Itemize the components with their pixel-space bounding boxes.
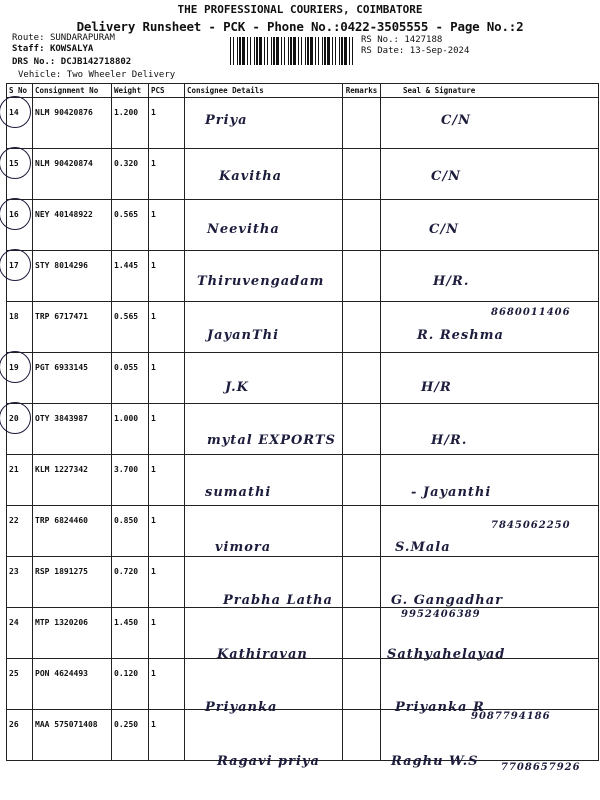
cell-weight: 1.445 bbox=[112, 251, 149, 302]
signature-handwriting: C/N bbox=[431, 169, 461, 184]
consignee-handwriting: Kathiravan bbox=[217, 647, 308, 662]
sno-text: 20 bbox=[9, 414, 19, 423]
cell-sno bbox=[7, 353, 33, 404]
col-weight-header: Weight bbox=[112, 84, 149, 98]
cell-pcs: 1 bbox=[149, 353, 185, 404]
cell-pcs: 1 bbox=[149, 506, 185, 557]
signature-phone-note: 9952406389 bbox=[401, 609, 481, 620]
barcode bbox=[230, 37, 354, 65]
cell-sno bbox=[7, 557, 33, 608]
cell-weight: 1.200 bbox=[112, 98, 149, 149]
table-row bbox=[7, 710, 599, 761]
signature-handwriting: H/R bbox=[421, 380, 452, 395]
table-row bbox=[7, 557, 599, 608]
sno-text: 25 bbox=[9, 669, 19, 678]
cell-remarks bbox=[343, 302, 381, 353]
sno-circle-mark bbox=[0, 402, 31, 434]
sno-text: 21 bbox=[9, 465, 19, 474]
cell-consignment-no: KLM 1227342 bbox=[33, 455, 112, 506]
cell-consignment-no: NEY 40148922 bbox=[33, 200, 112, 251]
drs-value: DCJB142718802 bbox=[60, 57, 132, 67]
cell-signature bbox=[381, 608, 599, 662]
cell-weight: 0.565 bbox=[112, 200, 149, 251]
sno-text: 23 bbox=[9, 567, 19, 576]
route-line bbox=[12, 33, 115, 43]
sno-circle-mark bbox=[0, 96, 31, 128]
cell-sno bbox=[7, 710, 33, 761]
cell-pcs: 1 bbox=[149, 302, 185, 353]
cell-weight: 1.450 bbox=[112, 608, 149, 659]
consignee-handwriting: vimora bbox=[215, 540, 272, 555]
cell-signature bbox=[381, 557, 599, 620]
table-row bbox=[7, 659, 599, 710]
cell-consignee bbox=[185, 506, 343, 557]
cell-signature bbox=[381, 455, 599, 506]
cell-pcs: 1 bbox=[149, 404, 185, 455]
cell-signature bbox=[381, 659, 599, 722]
rs-no-value: 1427188 bbox=[404, 35, 443, 45]
cell-signature bbox=[381, 251, 599, 302]
signature-handwriting: C/N bbox=[441, 113, 471, 128]
cell-remarks bbox=[343, 506, 381, 557]
consignee-handwriting: sumathi bbox=[205, 485, 272, 500]
staff-label: Staff: bbox=[12, 44, 45, 54]
table-row bbox=[7, 608, 599, 659]
signature-handwriting: G. Gangadhar bbox=[391, 593, 503, 608]
signature-handwriting: S.Mala bbox=[395, 540, 451, 555]
rs-no-label: RS No.: bbox=[361, 35, 399, 45]
cell-weight: 1.000 bbox=[112, 404, 149, 455]
signature-handwriting: R. Reshma bbox=[417, 328, 504, 343]
cell-consignee bbox=[185, 353, 343, 404]
cell-signature bbox=[381, 710, 599, 773]
sno-text: 16 bbox=[9, 210, 19, 219]
cell-remarks bbox=[343, 455, 381, 506]
table-row bbox=[7, 404, 599, 455]
table-row bbox=[7, 200, 599, 251]
sno-text: 14 bbox=[9, 108, 19, 117]
cell-signature bbox=[381, 302, 599, 353]
cell-consignee bbox=[185, 302, 343, 353]
cell-pcs: 1 bbox=[149, 557, 185, 608]
col-sno-header: S No bbox=[7, 84, 33, 98]
cell-sno bbox=[7, 251, 33, 302]
cell-pcs: 1 bbox=[149, 149, 185, 200]
cell-remarks bbox=[343, 200, 381, 251]
cell-remarks bbox=[343, 404, 381, 455]
signature-handwriting: H/R. bbox=[431, 433, 468, 448]
vehicle-value: Two Wheeler Delivery bbox=[66, 70, 176, 80]
col-remarks-header: Remarks bbox=[343, 84, 381, 98]
cell-consignment-no: TRP 6824460 bbox=[33, 506, 112, 557]
table-row bbox=[7, 506, 599, 557]
staff-value: KOWSALYA bbox=[49, 44, 94, 54]
cell-signature bbox=[381, 506, 599, 557]
cell-sno bbox=[7, 200, 33, 251]
cell-consignee bbox=[185, 455, 343, 506]
cell-consignment-no: MAA 575071408 bbox=[33, 710, 112, 761]
signature-phone-note: 7708657926 bbox=[501, 762, 581, 773]
cell-consignment-no: TRP 6717471 bbox=[33, 302, 112, 353]
sno-text: 18 bbox=[9, 312, 19, 321]
cell-weight: 0.055 bbox=[112, 353, 149, 404]
cell-signature bbox=[381, 353, 599, 404]
table-row bbox=[7, 251, 599, 302]
cell-sno bbox=[7, 149, 33, 200]
consignee-handwriting: Priya bbox=[205, 113, 248, 128]
vehicle-label: Vehicle: bbox=[18, 70, 62, 80]
cell-weight: 0.850 bbox=[112, 506, 149, 557]
cell-weight: 0.320 bbox=[112, 149, 149, 200]
cell-signature bbox=[381, 149, 599, 200]
runsheet-table bbox=[6, 83, 599, 773]
cell-remarks bbox=[343, 659, 381, 710]
cell-remarks bbox=[343, 710, 381, 761]
drs-label: DRS No.: bbox=[12, 57, 56, 67]
cell-signature bbox=[381, 200, 599, 251]
cell-consignment-no: MTP 1320206 bbox=[33, 608, 112, 659]
table-row bbox=[7, 455, 599, 506]
cell-weight: 0.720 bbox=[112, 557, 149, 608]
cell-consignee bbox=[185, 149, 343, 200]
cell-remarks bbox=[343, 608, 381, 659]
signature-handwriting: Sathyahelayad bbox=[387, 647, 506, 662]
cell-remarks bbox=[343, 353, 381, 404]
cell-consignment-no: RSP 1891275 bbox=[33, 557, 112, 608]
cell-remarks bbox=[343, 251, 381, 302]
signature-handwriting: - Jayanthi bbox=[411, 485, 492, 500]
signature-handwriting: C/N bbox=[429, 222, 459, 237]
rs-date-label: RS Date: bbox=[361, 46, 405, 56]
sno-text: 15 bbox=[9, 159, 19, 168]
cell-consignee bbox=[185, 404, 343, 455]
cell-remarks bbox=[343, 557, 381, 608]
consignee-handwriting: Thiruvengadam bbox=[197, 274, 325, 289]
cell-consignment-no: NLM 90420874 bbox=[33, 149, 112, 200]
signature-handwriting: H/R. bbox=[433, 274, 470, 289]
cell-consignee bbox=[185, 200, 343, 251]
signature-phone-note: 9087794186 bbox=[471, 711, 551, 722]
cell-pcs: 1 bbox=[149, 251, 185, 302]
runsheet-title: Delivery Runsheet - PCK - Phone No.:0422-3505555 - Page No.:2 bbox=[76, 19, 524, 34]
rs-date-line bbox=[361, 46, 469, 56]
cell-pcs: 1 bbox=[149, 710, 185, 761]
cell-remarks bbox=[343, 149, 381, 200]
drs-line bbox=[12, 57, 131, 67]
consignee-handwriting: J.K bbox=[225, 380, 249, 395]
sno-text: 19 bbox=[9, 363, 19, 372]
signature-handwriting: Priyanka R bbox=[395, 700, 485, 715]
table-header-row bbox=[7, 84, 599, 98]
cell-consignee bbox=[185, 710, 343, 769]
consignee-handwriting: JayanThi bbox=[207, 328, 280, 343]
col-consignment-header: Consignment No bbox=[33, 84, 112, 98]
cell-pcs: 1 bbox=[149, 455, 185, 506]
sno-circle-mark bbox=[0, 147, 31, 179]
sno-circle-mark bbox=[0, 351, 31, 383]
cell-remarks bbox=[343, 98, 381, 149]
cell-signature bbox=[381, 404, 599, 455]
sno-text: 22 bbox=[9, 516, 19, 525]
consignee-handwriting: Ragavi priya bbox=[217, 754, 320, 769]
signature-handwriting: Raghu W.S bbox=[391, 754, 479, 769]
cell-weight: 0.250 bbox=[112, 710, 149, 761]
cell-pcs: 1 bbox=[149, 98, 185, 149]
table-row bbox=[7, 353, 599, 404]
cell-sno bbox=[7, 659, 33, 710]
cell-weight: 0.565 bbox=[112, 302, 149, 353]
cell-weight: 3.700 bbox=[112, 455, 149, 506]
cell-consignee bbox=[185, 659, 343, 715]
sno-circle-mark bbox=[0, 249, 31, 281]
table-row bbox=[7, 302, 599, 353]
sno-circle-mark bbox=[0, 198, 31, 230]
cell-sno bbox=[7, 506, 33, 557]
cell-consignment-no: NLM 90420876 bbox=[33, 98, 112, 149]
table-row bbox=[7, 98, 599, 149]
consignee-handwriting: Kavitha bbox=[219, 169, 283, 184]
cell-consignment-no: OTY 3843987 bbox=[33, 404, 112, 455]
col-signature-header: Seal & Signature bbox=[381, 84, 599, 98]
col-consignee-header: Consignee Details bbox=[185, 84, 343, 98]
rs-date-value: 13-Sep-2024 bbox=[409, 46, 470, 56]
cell-consignment-no: PGT 6933145 bbox=[33, 353, 112, 404]
cell-sno bbox=[7, 608, 33, 659]
cell-sno bbox=[7, 98, 33, 149]
cell-pcs: 1 bbox=[149, 200, 185, 251]
cell-consignee bbox=[185, 251, 343, 302]
col-pcs-header: PCS bbox=[149, 84, 185, 98]
vehicle-line bbox=[18, 70, 175, 80]
cell-consignment-no: PON 4624493 bbox=[33, 659, 112, 710]
cell-sno bbox=[7, 455, 33, 506]
cell-pcs: 1 bbox=[149, 608, 185, 659]
consignee-handwriting: Prabha Latha bbox=[223, 593, 333, 608]
sno-text: 17 bbox=[9, 261, 19, 270]
rs-no-line bbox=[361, 35, 442, 45]
consignee-handwriting: Priyanka bbox=[205, 700, 278, 715]
route-label: Route: bbox=[12, 33, 45, 43]
cell-consignment-no: STY 8014296 bbox=[33, 251, 112, 302]
signature-phone-note: 7845062250 bbox=[491, 520, 571, 531]
cell-sno bbox=[7, 404, 33, 455]
cell-consignee bbox=[185, 98, 343, 149]
sno-text: 26 bbox=[9, 720, 19, 729]
staff-line bbox=[12, 44, 93, 54]
cell-sno bbox=[7, 302, 33, 353]
table-row bbox=[7, 149, 599, 200]
route-value: SUNDARAPURAM bbox=[49, 33, 115, 43]
company-title: THE PROFESSIONAL COURIERS, COIMBATORE bbox=[177, 3, 423, 16]
consignee-handwriting: Neevitha bbox=[207, 222, 280, 237]
cell-consignee bbox=[185, 608, 343, 662]
consignee-handwriting: mytal EXPORTS bbox=[207, 433, 336, 448]
cell-signature bbox=[381, 98, 599, 149]
cell-weight: 0.120 bbox=[112, 659, 149, 710]
cell-pcs: 1 bbox=[149, 659, 185, 710]
cell-consignee bbox=[185, 557, 343, 608]
sno-text: 24 bbox=[9, 618, 19, 627]
signature-phone-note: 8680011406 bbox=[491, 307, 571, 318]
